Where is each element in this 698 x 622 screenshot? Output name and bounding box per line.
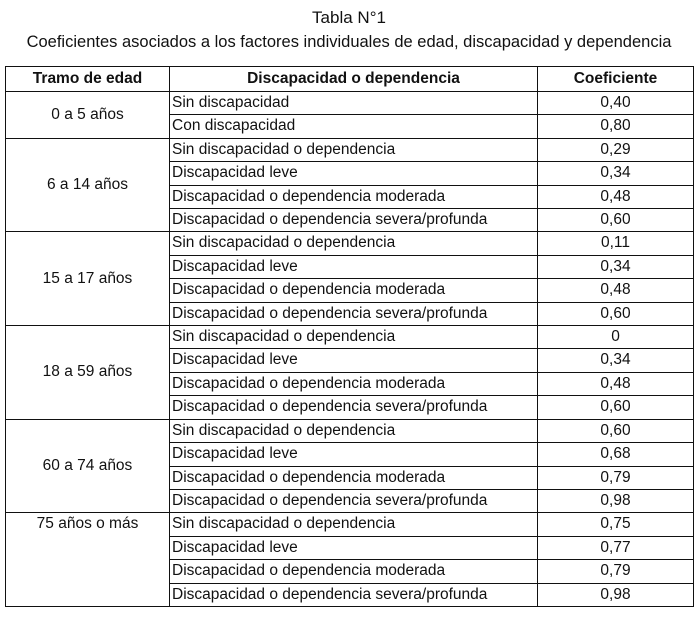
- table-row: [6, 138, 694, 161]
- condition-cell: Con discapacidad: [170, 115, 538, 138]
- coefficient-cell: 0,60: [538, 209, 694, 232]
- age-range-cell: 60 a 74 años: [6, 419, 170, 513]
- condition-cell: Discapacidad leve: [170, 162, 538, 185]
- coefficient-cell: 0,34: [538, 162, 694, 185]
- table-title: Tabla N°1: [312, 8, 386, 27]
- age-range-cell: 75 años o más: [6, 513, 170, 607]
- age-range-cell: 6 a 14 años: [6, 138, 170, 232]
- coefficient-cell: 0,34: [538, 255, 694, 278]
- condition-cell: Sin discapacidad o dependencia: [170, 513, 538, 536]
- header-age: Tramo de edad: [6, 67, 170, 92]
- table-row: [6, 513, 694, 536]
- condition-cell: Sin discapacidad: [170, 92, 538, 115]
- condition-cell: Discapacidad leve: [170, 443, 538, 466]
- coefficient-cell: 0,98: [538, 583, 694, 606]
- coefficient-cell: 0,77: [538, 536, 694, 559]
- condition-cell: Discapacidad o dependencia severa/profunda: [170, 489, 538, 512]
- condition-cell: Discapacidad o dependencia severa/profunda: [170, 583, 538, 606]
- condition-cell: Discapacidad o dependencia moderada: [170, 279, 538, 302]
- coefficient-cell: 0,48: [538, 185, 694, 208]
- condition-cell: Sin discapacidad o dependencia: [170, 232, 538, 255]
- table-row: [6, 232, 694, 255]
- condition-cell: Discapacidad leve: [170, 255, 538, 278]
- coefficient-cell: 0: [538, 326, 694, 349]
- condition-cell: Sin discapacidad o dependencia: [170, 419, 538, 442]
- condition-cell: Sin discapacidad o dependencia: [170, 138, 538, 161]
- condition-cell: Discapacidad leve: [170, 349, 538, 372]
- header-condition: Discapacidad o dependencia: [170, 67, 538, 92]
- condition-cell: Discapacidad o dependencia moderada: [170, 372, 538, 395]
- header-row: [6, 67, 694, 92]
- coefficient-cell: 0,79: [538, 466, 694, 489]
- condition-cell: Discapacidad leve: [170, 536, 538, 559]
- age-range-cell: 18 a 59 años: [6, 326, 170, 420]
- table-row: [6, 419, 694, 442]
- coefficient-cell: 0,48: [538, 279, 694, 302]
- coefficient-cell: 0,68: [538, 443, 694, 466]
- condition-cell: Discapacidad o dependencia moderada: [170, 185, 538, 208]
- age-range-cell: 15 a 17 años: [6, 232, 170, 326]
- coefficient-cell: 0,40: [538, 92, 694, 115]
- coefficients-table: [5, 66, 694, 607]
- coefficient-cell: 0,11: [538, 232, 694, 255]
- header-coefficient: Coeficiente: [538, 67, 694, 92]
- coefficient-cell: 0,98: [538, 489, 694, 512]
- condition-cell: Discapacidad o dependencia severa/profunda: [170, 209, 538, 232]
- coefficient-cell: 0,75: [538, 513, 694, 536]
- coefficient-cell: 0,29: [538, 138, 694, 161]
- condition-cell: Sin discapacidad o dependencia: [170, 326, 538, 349]
- condition-cell: Discapacidad o dependencia moderada: [170, 466, 538, 489]
- table-subtitle: Coeficientes asociados a los factores individuales de edad, discapacidad y dependencia: [26, 33, 672, 51]
- condition-cell: Discapacidad o dependencia severa/profunda: [170, 396, 538, 419]
- coefficient-cell: 0,79: [538, 560, 694, 583]
- condition-cell: Discapacidad o dependencia severa/profunda: [170, 302, 538, 325]
- coefficient-cell: 0,48: [538, 372, 694, 395]
- table-row: [6, 326, 694, 349]
- age-range-cell: 0 a 5 años: [6, 92, 170, 139]
- coefficient-cell: 0,60: [538, 419, 694, 442]
- coefficient-cell: 0,34: [538, 349, 694, 372]
- condition-cell: Discapacidad o dependencia moderada: [170, 560, 538, 583]
- coefficient-cell: 0,60: [538, 302, 694, 325]
- coefficient-cell: 0,80: [538, 115, 694, 138]
- coefficient-cell: 0,60: [538, 396, 694, 419]
- table-row: [6, 92, 694, 115]
